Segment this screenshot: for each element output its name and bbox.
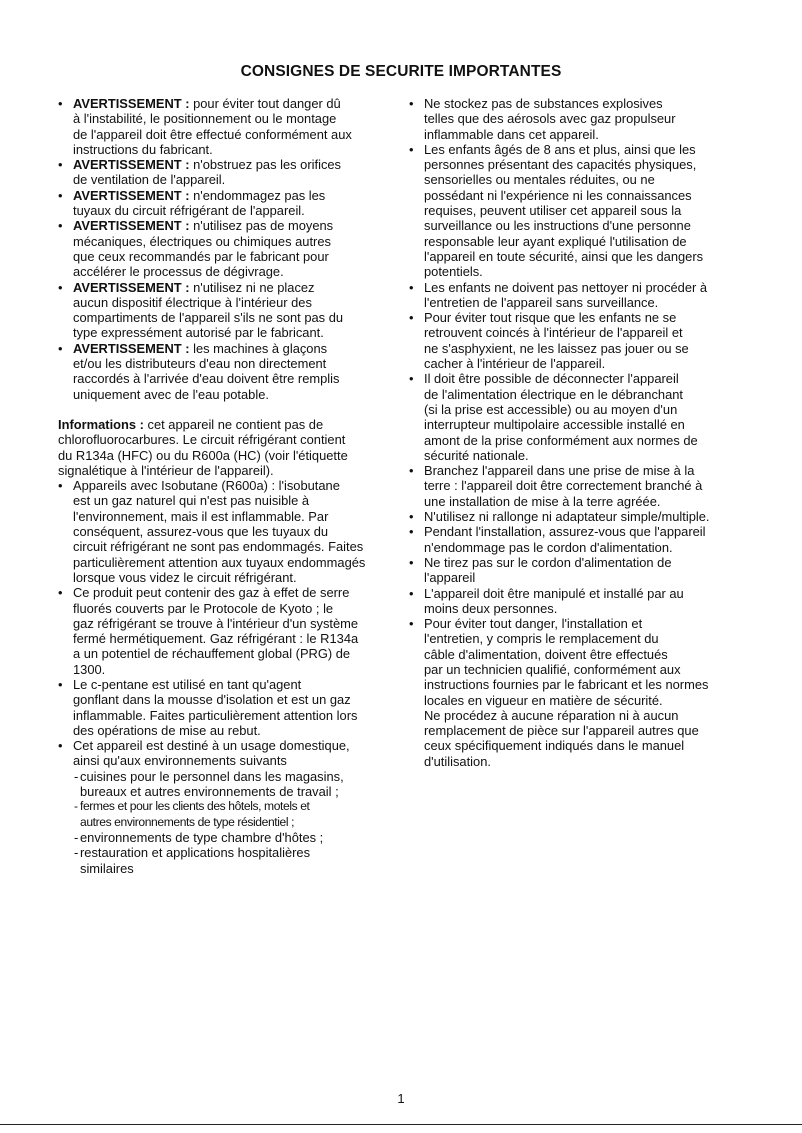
right-column (409, 96, 754, 769)
bullet-text: Les enfants âgés de 8 ans et plus, ainsi que les personnes présentant des capacités physiques, sensorielles ou mentales réduites, ou ne possédant ni l'expérience ni les connaissances requises, peuvent utiliser cet appareil sous la surveillance ou les instructions d'une personne responsable leur ayant expliqué l'utilisation de l'appareil en toute sécurité, ainsi que les dangers potentiels. (424, 141, 704, 280)
bullet-item (409, 555, 754, 586)
bullet-text: Appareils avec Isobutane (R600a) : l'isobutane est un gaz naturel qui n'est pas nuisible à l'environnement, mais il est inflammable. Par conséquent, assurez-vous que les tuyaux du circuit réfrigérant ne sont pas endommagés. Faites particulièrement attention aux tuyaux endommagés lorsque vous videz le circuit réfrigérant. (73, 478, 366, 585)
info-label: Informations : (58, 416, 148, 432)
bullet-item (409, 310, 754, 371)
environment-item (58, 830, 390, 845)
bullet-icon: • (58, 96, 63, 111)
bullet-icon: • (58, 187, 63, 203)
bullet-text: Ne stockez pas de substances explosives telles que des aérosols avec gaz propulseur inflammable dans cet appareil. (424, 96, 676, 142)
bullet-text: Le c-pentane est utilisé en tant qu'agent gonflant dans la mousse d'isolation et est un gaz inflammable. Faites particulièrement attention lors des opérations de mise au rebut. (73, 676, 358, 738)
bullet-icon: • (58, 478, 63, 494)
bullet-text: Il doit être possible de déconnecter l'appareil de l'alimentation électrique en le débranchant (si la prise est accessible) ou au moyen d'un interrupteur multipolaire accessible installé en amont de la prise conformément aux normes de sécurité nationale. (424, 371, 698, 463)
bullet-icon: • (409, 371, 414, 387)
bullet-icon: • (409, 96, 414, 111)
bullet-icon: • (409, 509, 414, 525)
dash-icon: - (74, 799, 78, 814)
bullet-icon: • (58, 738, 63, 754)
environment-text: fermes et pour les clients des hôtels, motels et autres environnements de type résidentiel ; (80, 799, 310, 829)
warning-item (58, 341, 390, 402)
bullet-text: Pour éviter tout risque que les enfants ne se retrouvent coincés à l'intérieur de l'appareil et ne s'asphyxient, ne les laissez pas jouer ou se cacher à l'intérieur de l'appareil. (424, 310, 689, 372)
bullet-item (409, 142, 754, 280)
bullet-icon: • (58, 218, 63, 234)
bullet-icon: • (409, 616, 414, 632)
warning-label: AVERTISSEMENT : (73, 157, 194, 173)
bullet-icon: • (409, 524, 414, 540)
bullet-item (409, 509, 754, 524)
bullet-item (409, 280, 754, 311)
bullet-item (409, 524, 754, 555)
bullet-icon: • (58, 157, 63, 173)
bullet-icon: • (58, 279, 63, 295)
bullet-text: Branchez l'appareil dans une prise de mise à la terre : l'appareil doit être correctement branché à une installation de mise à la terre agréée. (424, 463, 703, 509)
bullet-icon: • (409, 463, 414, 479)
bullet-icon: • (409, 310, 414, 326)
environment-item (58, 845, 390, 876)
warning-label: AVERTISSEMENT : (73, 96, 194, 111)
bullet-item (409, 96, 754, 142)
warning-label: AVERTISSEMENT : (73, 279, 194, 295)
environment-text: restauration et applications hospitalières similaires (80, 845, 311, 876)
info-paragraph (58, 417, 390, 478)
bullet-text: Pendant l'installation, assurez-vous que l'appareil n'endommage pas le cordon d'alimentation. (424, 524, 706, 555)
environment-item (58, 769, 390, 800)
bullet-icon: • (58, 340, 63, 356)
page-title: CONSIGNES DE SECURITE IMPORTANTES (240, 63, 562, 80)
dash-icon: - (74, 829, 79, 845)
bullet-icon: • (58, 585, 63, 601)
warning-item (58, 218, 390, 279)
warning-item (58, 188, 390, 219)
bullet-item (409, 371, 754, 463)
warning-label: AVERTISSEMENT : (73, 340, 194, 356)
bullet-icon: • (409, 585, 414, 601)
warning-label: AVERTISSEMENT : (73, 218, 194, 234)
bullet-item (58, 738, 390, 769)
warning-text: pour éviter tout danger dû à l'instabilité, le positionnement ou le montage de l'appareil doit être effectué conformément aux instructions du fabricant. (73, 96, 352, 157)
bullet-text: Cet appareil est destiné à un usage domestique, ainsi qu'aux environnements suivants (73, 738, 350, 769)
environment-text: environnements de type chambre d'hôtes ; (80, 829, 324, 845)
left-column (58, 96, 390, 876)
bullet-item (409, 586, 754, 617)
bullet-text: Ne tirez pas sur le cordon d'alimentation de l'appareil (424, 554, 672, 586)
warning-item (58, 280, 390, 341)
bullet-item (58, 677, 390, 738)
bullet-item (409, 463, 754, 509)
dash-icon: - (74, 845, 79, 861)
bullet-icon: • (58, 676, 63, 692)
bottom-divider (0, 1124, 802, 1125)
warning-item (58, 96, 390, 157)
bullet-icon: • (409, 141, 414, 157)
bullet-text: Les enfants ne doivent pas nettoyer ni procéder à l'entretien de l'appareil sans surveillance. (424, 279, 708, 310)
bullet-text: Ce produit peut contenir des gaz à effet de serre fluorés couverts par le Protocole de Kyoto ; le gaz réfrigérant se trouve à l'intérieur d'un système fermé hermétiquement. Gaz réfrigérant : le R134a a un potentiel de réchauffement global (PRG) de 1300. (73, 585, 359, 677)
bullet-text: Pour éviter tout danger, l'installation et l'entretien, y compris le remplacement du câble d'alimentation, doivent être effectués par un technicien qualifié, conformément aux instructions fournies par le fabricant et les normes locales en vigueur en matière de sécurité. Ne procédez à aucune réparation ni à aucun remplacement de pièce sur l'appareil autres que ceux spécifiquement indiqués dans le manuel d'utilisation. (424, 616, 709, 769)
environment-text: cuisines pour le personnel dans les magasins, bureaux et autres environnements de travail ; (80, 768, 344, 800)
bullet-icon: • (409, 279, 414, 295)
bullet-item (58, 585, 390, 677)
bullet-text: L'appareil doit être manipulé et installé par au moins deux personnes. (424, 585, 684, 616)
warning-text: n'utilisez ni ne placez aucun dispositif électrique à l'intérieur des compartiments de l'appareil s'ils ne sont pas du type expressément autorisé par le fabricant. (73, 279, 344, 341)
warning-text: n'endommagez pas les tuyaux du circuit réfrigérant de l'appareil. (73, 187, 326, 219)
bullet-icon: • (409, 554, 414, 570)
bullet-item (409, 616, 754, 769)
dash-icon: - (74, 768, 79, 784)
spacer (58, 402, 390, 417)
warning-text: n'utilisez pas de moyens mécaniques, électriques ou chimiques autres que ceux recommandés par le fabricant pour accélérer le processus de dégivrage. (73, 218, 334, 280)
environment-item (58, 799, 390, 830)
warning-text: n'obstruez pas les orifices de ventilation de l'appareil. (73, 157, 342, 188)
bullet-item (58, 478, 390, 585)
warning-label: AVERTISSEMENT : (73, 187, 194, 203)
bullet-text: N'utilisez ni rallonge ni adaptateur simple/multiple. (424, 509, 710, 525)
page-number: 1 (397, 1091, 405, 1106)
warning-item (58, 157, 390, 188)
info-text: cet appareil ne contient pas de chlorofluorocarbures. Le circuit réfrigérant contient du R134a (HFC) ou du R600a (HC) (voir l'étiquette signalétique à l'intérieur de l'appareil). (58, 416, 348, 478)
warning-text: les machines à glaçons et/ou les distributeurs d'eau non directement raccordés à l'arrivée d'eau doivent être remplis uniquement avec de l'eau potable. (73, 340, 340, 402)
